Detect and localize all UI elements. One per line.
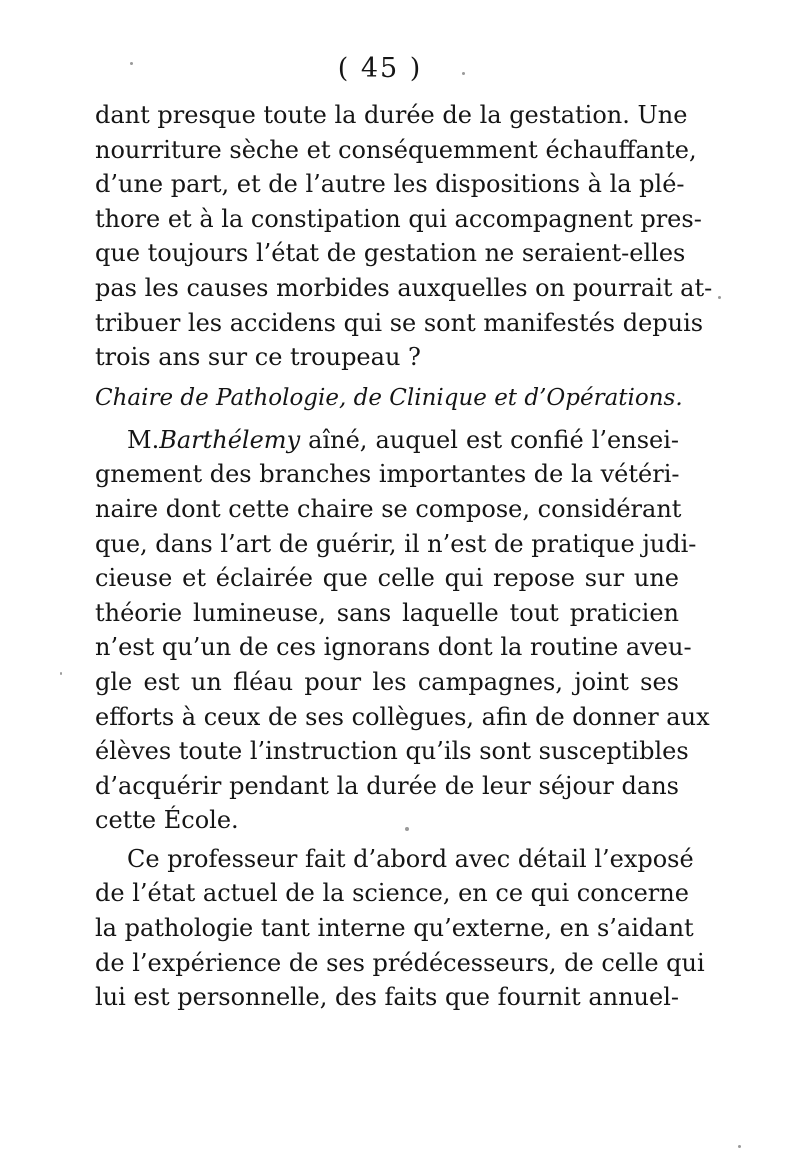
text-line: cette École.	[95, 806, 239, 835]
scan-speck	[405, 827, 409, 831]
text-line: n’est qu’un de ces ignorans dont la routine aveu-	[95, 633, 692, 662]
title-prefix: M.	[127, 425, 160, 454]
body-text	[95, 98, 713, 1015]
text-line: thore et à la constipation qui accompagnent pres-	[95, 204, 702, 233]
line-rest: aîné, auquel est confié l’ensei-	[300, 425, 679, 454]
text-line: gnement des branches importantes de la vétéri-	[95, 460, 680, 489]
paragraph-3	[95, 842, 705, 1015]
page-number: ( 45 )	[337, 53, 423, 84]
text-line: pas les causes morbides auxquelles on pourrait at-	[95, 273, 713, 302]
paragraph-2	[95, 423, 710, 838]
text-line: lui est personnelle, des faits que fournit annuel-	[95, 983, 679, 1012]
paragraph-1	[95, 98, 713, 375]
scan-speck	[60, 672, 62, 675]
text-line: théorie lumineuse, sans laquelle tout praticien	[95, 598, 679, 627]
text-line: efforts à ceux de ses collègues, afin de donner aux	[95, 702, 710, 731]
text-line: que toujours l’état de gestation ne seraient-elles	[95, 239, 686, 268]
text-line	[95, 423, 679, 458]
scan-speck	[462, 72, 465, 75]
text-line: dant presque toute la durée de la gestation. Une	[95, 101, 688, 129]
text-line: de l’état actuel de la science, en ce qui concerne	[95, 879, 689, 908]
scan-speck	[738, 1145, 741, 1148]
text-line: de l’expérience de ses prédécesseurs, de celle qui	[95, 948, 705, 977]
text-line: que, dans l’art de guérir, il n’est de pratique judi-	[95, 529, 697, 558]
text-line: naire dont cette chaire se compose, considérant	[95, 494, 682, 523]
text-line: gle est un fléau pour les campagnes, joint ses	[95, 667, 679, 696]
section-heading: Chaire de Pathologie, de Clinique et d’Opérations.	[95, 384, 683, 411]
text-line: cieuse et éclairée que celle qui repose sur une	[95, 564, 679, 593]
text-line: nourriture sèche et conséquemment échauffante,	[95, 135, 697, 164]
person-name: Barthélemy	[159, 425, 301, 454]
text-line: élèves toute l’instruction qu’ils sont susceptibles	[95, 737, 689, 766]
text-line: trois ans sur ce troupeau ?	[95, 343, 421, 372]
text-line: tribuer les accidens qui se sont manifestés depuis	[95, 308, 704, 337]
text-line: d’acquérir pendant la durée de leur séjour dans	[95, 771, 679, 800]
text-line: d’une part, et de l’autre les dispositions à la plé-	[95, 170, 685, 199]
scan-speck	[718, 296, 721, 299]
text-line: Ce professeur fait d’abord avec détail l’exposé	[127, 844, 694, 873]
text-line: la pathologie tant interne qu’externe, en s’aidant	[95, 914, 694, 943]
scan-speck	[130, 62, 133, 65]
